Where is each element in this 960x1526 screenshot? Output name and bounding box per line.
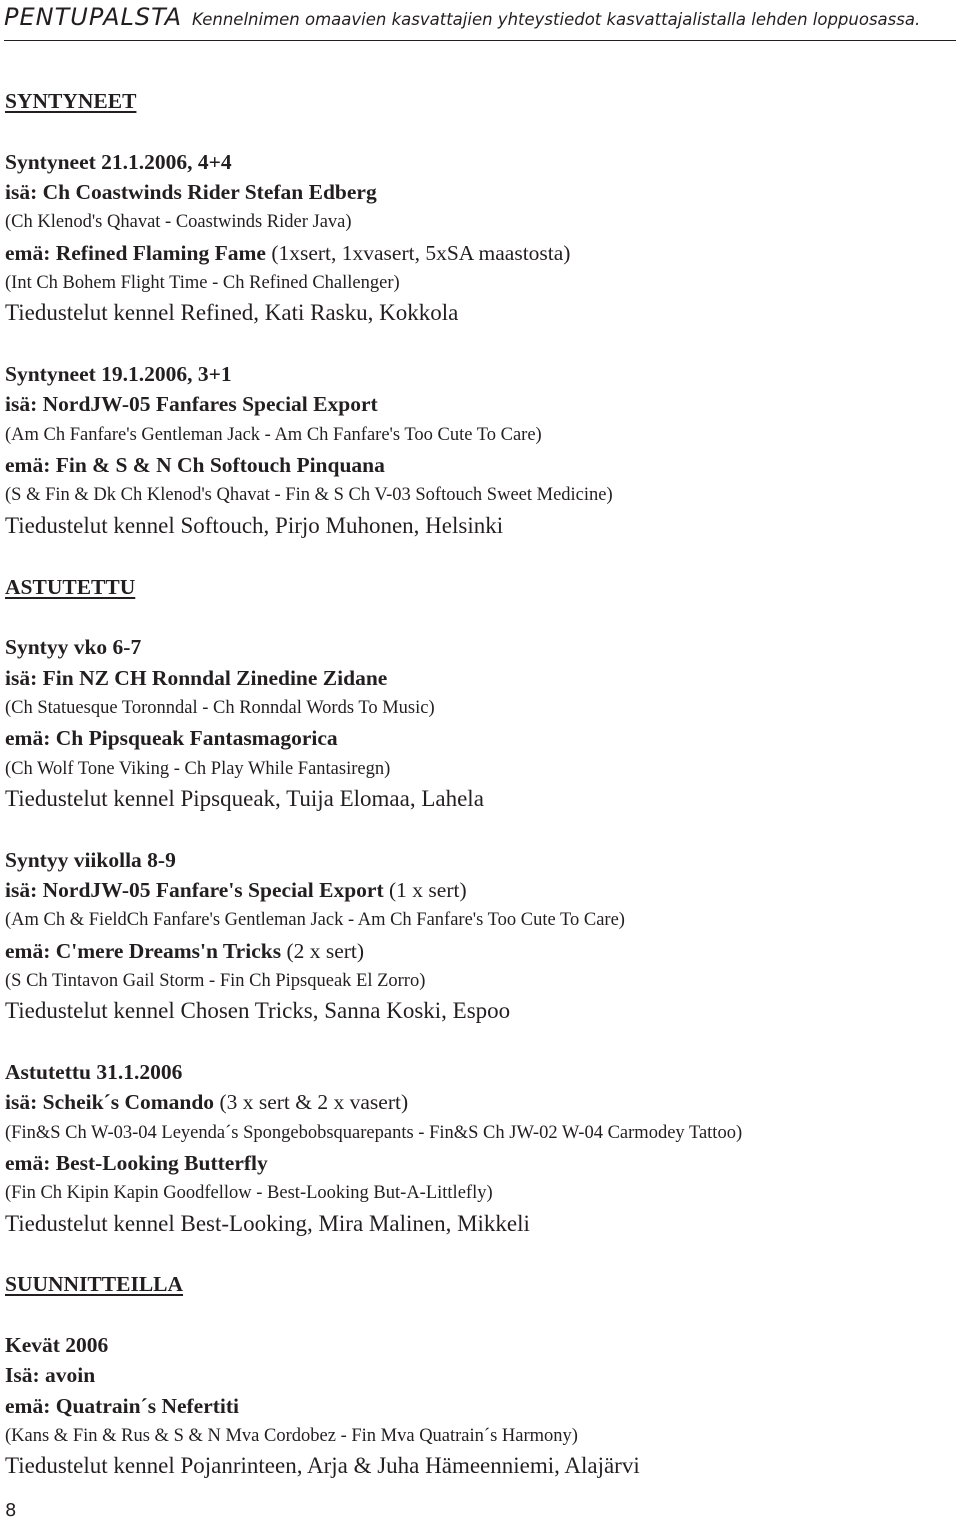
dam: emä: Best-Looking Butterfly xyxy=(5,1151,268,1176)
column-subtitle: Kennelnimen omaavien kasvattajien yhteystiedot kasvattajalistalla lehden loppuosassa. xyxy=(192,10,921,29)
litter-date: Syntyneet 21.1.2006, 4+4 xyxy=(5,149,232,174)
litter-date: Syntyy viikolla 8-9 xyxy=(5,847,176,872)
sire-parents: (Ch Statuesque Toronndal - Ch Ronndal Words To Music) xyxy=(5,697,435,718)
litter-date: Syntyy vko 6-7 xyxy=(5,635,142,660)
sire: Isä: avoin xyxy=(5,1363,96,1388)
sire: isä: Scheik´s Comando xyxy=(5,1090,215,1115)
column-title: PENTUPALSTA xyxy=(4,3,182,31)
contact-info: Tiedustelut kennel Pojanrinteen, Arja & Juha Hämeenniemi, Alajärvi xyxy=(5,1453,640,1479)
contact-info: Tiedustelut kennel Refined, Kati Rasku, Kokkola xyxy=(5,300,459,326)
sire-merits: (1 x sert) xyxy=(383,877,467,902)
dam-parents: (Kans & Fin & Rus & S & N Mva Cordobez - Fin Mva Quatrain´s Harmony) xyxy=(5,1426,578,1447)
sire-line xyxy=(5,1087,955,1117)
litter-entry xyxy=(5,632,955,814)
contact-info: Tiedustelut kennel Best-Looking, Mira Malinen, Mikkeli xyxy=(5,1210,530,1236)
dam-line xyxy=(5,936,955,966)
section-heading-born: SYNTYNEET xyxy=(5,89,137,113)
litter-date: Kevät 2006 xyxy=(5,1333,109,1358)
litter-entry xyxy=(5,359,955,541)
sire: isä: Ch Coastwinds Rider Stefan Edberg xyxy=(5,180,377,205)
dam: emä: Quatrain´s Nefertiti xyxy=(5,1393,240,1418)
litter-listing xyxy=(5,86,955,1482)
dam-parents: (S & Fin & Dk Ch Klenod's Qhavat - Fin & S Ch V-03 Softouch Sweet Medicine) xyxy=(5,485,613,506)
sire: isä: NordJW-05 Fanfares Special Export xyxy=(5,392,378,417)
dam-merits: (1xsert, 1xvasert, 5xSA maastosta) xyxy=(265,240,571,265)
section-heading-planned: SUUNNITTEILLA xyxy=(5,1272,184,1297)
dam-line xyxy=(5,238,955,268)
sire-parents: (Am Ch Fanfare's Gentleman Jack - Am Ch Fanfare's Too Cute To Care) xyxy=(5,424,542,445)
page-header xyxy=(4,0,956,41)
dam-merits: (2 x sert) xyxy=(281,938,365,963)
dam: emä: Refined Flaming Fame xyxy=(5,240,266,265)
litter-date: Astutettu 31.1.2006 xyxy=(5,1060,183,1084)
sire-parents: (Fin&S Ch W-03-04 Leyenda´s Spongebobsquarepants - Fin&S Ch JW-02 W-04 Carmodey Tattoo) xyxy=(5,1122,743,1143)
contact-info: Tiedustelut kennel Pipsqueak, Tuija Elomaa, Lahela xyxy=(5,785,484,811)
litter-entry xyxy=(5,147,955,329)
sire-parents: (Am Ch & FieldCh Fanfare's Gentleman Jack - Am Ch Fanfare's Too Cute To Care) xyxy=(5,910,625,931)
dam: emä: Fin & S & N Ch Softouch Pinquana xyxy=(5,453,385,478)
dam-parents: (Int Ch Bohem Flight Time - Ch Refined Challenger) xyxy=(5,273,400,294)
dam-parents: (S Ch Tintavon Gail Storm - Fin Ch Pipsqueak El Zorro) xyxy=(5,970,426,991)
section-heading-mated: ASTUTETTU xyxy=(5,574,136,599)
sire: isä: NordJW-05 Fanfare's Special Export xyxy=(5,877,384,902)
sire-line xyxy=(5,875,955,905)
dam: emä: Ch Pipsqueak Fantasmagorica xyxy=(5,726,338,751)
litter-entry xyxy=(5,1057,955,1239)
dam-parents: (Ch Wolf Tone Viking - Ch Play While Fantasiregn) xyxy=(5,758,391,779)
contact-info: Tiedustelut kennel Chosen Tricks, Sanna Koski, Espoo xyxy=(5,998,511,1024)
sire: isä: Fin NZ CH Ronndal Zinedine Zidane xyxy=(5,665,388,690)
dam-parents: (Fin Ch Kipin Kapin Goodfellow - Best-Looking But-A-Littlefly) xyxy=(5,1183,493,1204)
page-number: 8 xyxy=(5,1500,17,1521)
litter-entry xyxy=(5,1330,955,1482)
dam: emä: C'mere Dreams'n Tricks xyxy=(5,938,282,963)
sire-parents: (Ch Klenod's Qhavat - Coastwinds Rider Java) xyxy=(5,212,352,233)
sire-merits: (3 x sert & 2 x vasert) xyxy=(214,1090,409,1115)
contact-info: Tiedustelut kennel Softouch, Pirjo Muhonen, Helsinki xyxy=(5,512,504,538)
litter-entry xyxy=(5,845,955,1027)
litter-date: Syntyneet 19.1.2006, 3+1 xyxy=(5,362,232,387)
